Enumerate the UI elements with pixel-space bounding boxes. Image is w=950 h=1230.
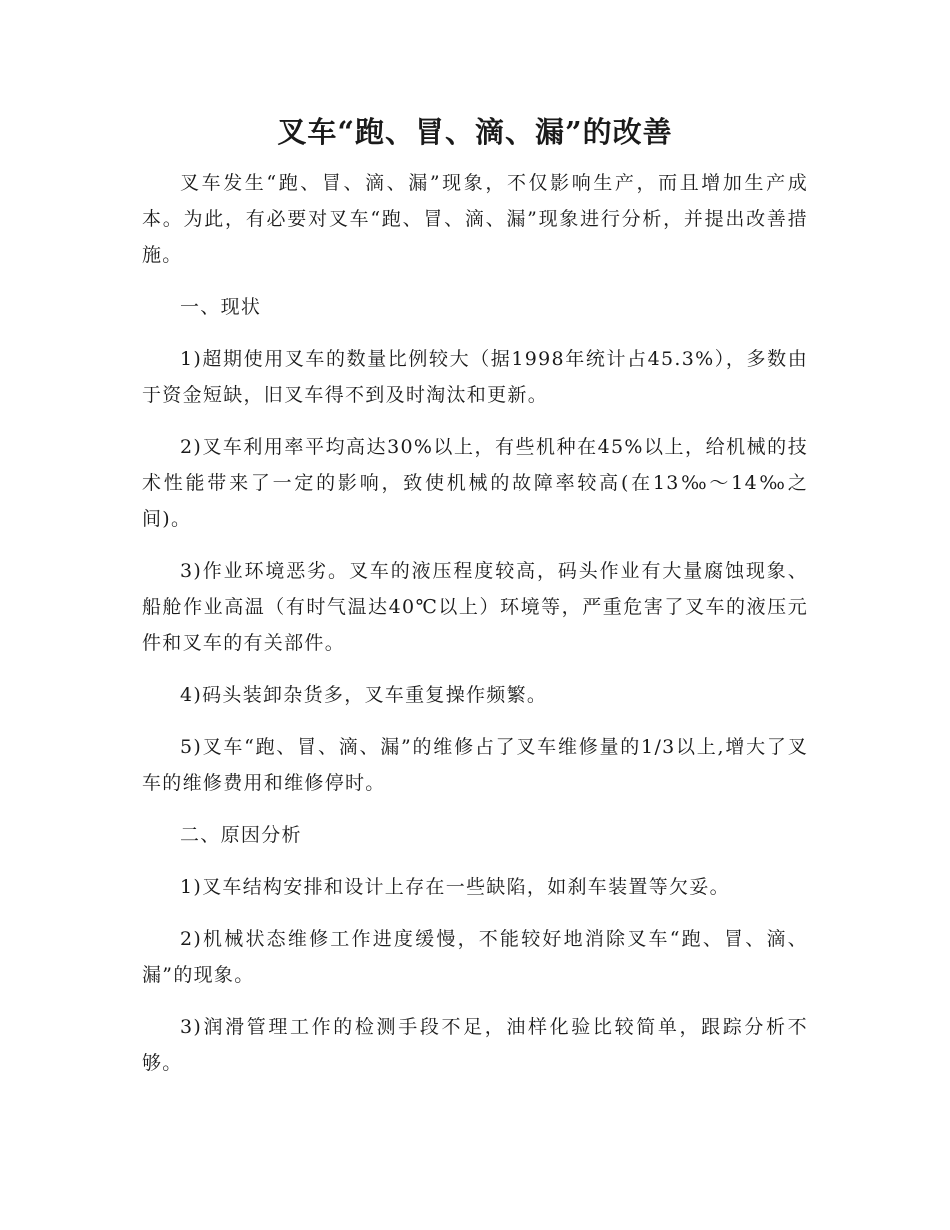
cause-item-2: 2)机械状态维修工作进度缓慢，不能较好地消除叉车“跑、冒、滴、漏”的现象。 [142,928,808,986]
section-heading-status: 一、现状 [180,296,262,318]
intro-paragraph: 叉车发生“跑、冒、滴、漏”现象，不仅影响生产，而且增加生产成本。为此，有必要对叉车“跑、冒、滴、漏”现象进行分析，并提出改善措施。 [142,172,808,266]
document-body [142,165,808,1097]
status-item-5: 5)叉车“跑、冒、滴、漏”的维修占了叉车维修量的1/3以上,增大了叉车的维修费用和维修停时。 [142,736,808,794]
document-title: 叉车“跑、冒、滴、漏”的改善 [277,115,673,149]
cause-item-3: 3)润滑管理工作的检测手段不足，油样化验比较简单，跟踪分析不够。 [142,1016,808,1074]
status-item-3: 3)作业环境恶劣。叉车的液压程度较高，码头作业有大量腐蚀现象、船舱作业高温（有时气温达40℃以上）环境等，严重危害了叉车的液压元件和叉车的有关部件。 [142,560,808,654]
status-item-1: 1)超期使用叉车的数量比例较大（据1998年统计占45.3%），多数由于资金短缺，旧叉车得不到及时淘汰和更新。 [142,348,808,406]
section-heading-causes: 二、原因分析 [180,824,302,846]
status-item-4: 4)码头装卸杂货多，叉车重复操作频繁。 [180,684,548,706]
status-item-2: 2)叉车利用率平均高达30%以上，有些机种在45%以上，给机械的技术性能带来了一定的影响，致使机械的故障率较高(在13‰～14‰之间)。 [142,436,808,530]
cause-item-1: 1)叉车结构安排和设计上存在一些缺陷，如刹车装置等欠妥。 [180,876,730,898]
